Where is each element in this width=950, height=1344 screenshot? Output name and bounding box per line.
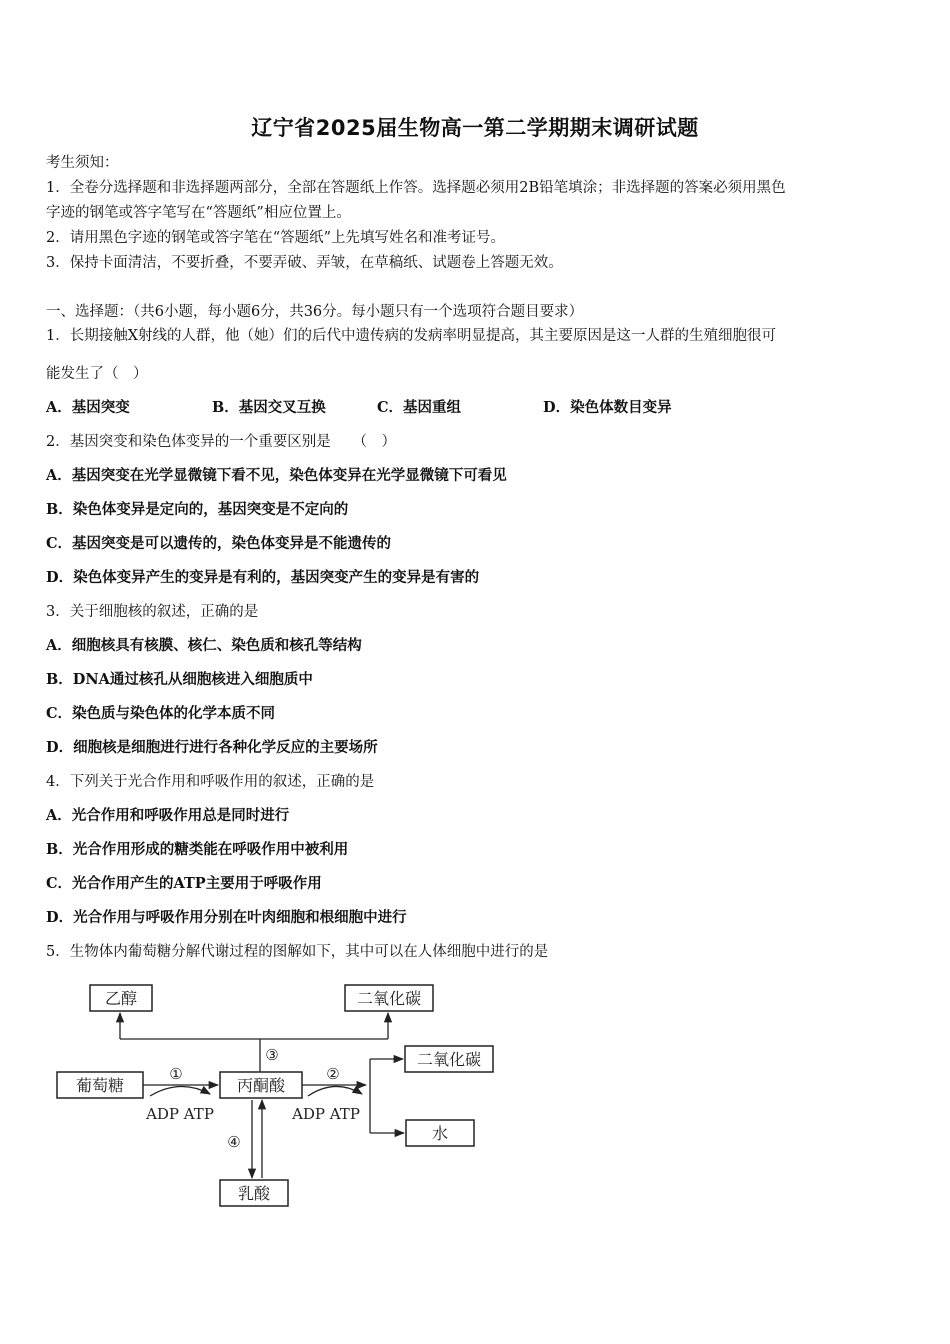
q1-stem-line-2: 能发生了（ ） [46, 366, 148, 382]
q5-stem: 5．生物体内葡萄糖分解代谢过程的图解如下，其中可以在人体细胞中进行的是 [46, 944, 549, 960]
q4-option-c: C．光合作用产生的ATP主要用于呼吸作用 [46, 875, 322, 892]
q2-option-d: D．染色体变异产生的变异是有利的，基因突变产生的变异是有害的 [46, 569, 480, 586]
label-lactate: 乳酸 [237, 1184, 271, 1203]
label-step-1: ① [169, 1065, 183, 1083]
q1-option-a: A．基因突变 [46, 399, 130, 416]
q1-option-c: C．基因重组 [377, 399, 462, 416]
notice-heading: 考生须知： [46, 155, 119, 171]
q4-option-b: B．光合作用形成的糖类能在呼吸作用中被利用 [46, 841, 349, 858]
label-glucose: 葡萄糖 [75, 1076, 125, 1095]
notice-item-1-line-1: 1．全卷分选择题和非选择题两部分，全部在答题纸上作答。选择题必须用2B铅笔填涂；非选择题的答案必须用黑色 [46, 180, 786, 196]
label-co2-right: 二氧化碳 [416, 1050, 482, 1069]
q4-stem: 4．下列关于光合作用和呼吸作用的叙述，正确的是 [46, 774, 375, 790]
label-water: 水 [431, 1124, 449, 1143]
q3-option-d: D．细胞核是细胞进行进行各种化学反应的主要场所 [46, 739, 378, 756]
page-title: 辽宁省2025届生物高一第二学期期末调研试题 [251, 116, 699, 140]
q3-option-b: B．DNA通过核孔从细胞核进入细胞质中 [46, 671, 313, 688]
label-pyruvate: 丙酮酸 [236, 1076, 286, 1095]
q2-option-a: A．基因突变在光学显微镜下看不见，染色体变异在光学显微镜下可看见 [46, 467, 507, 484]
notice-item-3: 3．保持卡面清洁，不要折叠，不要弄破、弄皱，在草稿纸、试题卷上答题无效。 [46, 255, 563, 271]
q2-stem: 2．基因突变和染色体变异的一个重要区别是 （ ） [46, 434, 396, 450]
q2-option-c: C．基因突变是可以遗传的，染色体变异是不能遗传的 [46, 535, 392, 552]
q1-option-b: B．基因交叉互换 [212, 399, 326, 416]
q1-stem-line-1: 1．长期接触X射线的人群，他（她）们的后代中遗传病的发病率明显提高，其主要原因是这一人群的生殖细胞很可 [46, 328, 777, 344]
label-step-2: ② [326, 1065, 340, 1083]
notice-item-1-line-2: 字迹的钢笔或答字笔写在“答题纸”相应位置上。 [46, 205, 351, 221]
q3-option-a: A．细胞核具有核膜、核仁、染色质和核孔等结构 [46, 637, 362, 654]
q3-stem: 3．关于细胞核的叙述，正确的是 [46, 604, 259, 620]
atp-curve-2 [308, 1086, 362, 1096]
section-heading: 一、选择题：（共6小题，每小题6分，共36分。每小题只有一个选项符合题目要求） [46, 304, 584, 320]
label-adp-atp-2: ADP ATP [292, 1105, 360, 1123]
label-adp-atp-1: ADP ATP [146, 1105, 214, 1123]
q2-option-b: B．染色体变异是定向的，基因突变是不定向的 [46, 501, 349, 518]
label-step-3: ③ [265, 1046, 279, 1064]
q3-option-c: C．染色质与染色体的化学本质不同 [46, 705, 276, 722]
q4-option-a: A．光合作用和呼吸作用总是同时进行 [46, 807, 290, 824]
label-ethanol: 乙醇 [104, 989, 138, 1008]
atp-curve-1 [150, 1086, 210, 1096]
label-step-4: ④ [227, 1133, 241, 1151]
q1-option-d: D．染色体数目变异 [543, 399, 672, 416]
glucose-metabolism-diagram [0, 970, 560, 1220]
label-co2-top: 二氧化碳 [356, 989, 422, 1008]
q4-option-d: D．光合作用与呼吸作用分别在叶肉细胞和根细胞中进行 [46, 909, 407, 926]
notice-item-2: 2．请用黑色字迹的钢笔或答字笔在“答题纸”上先填写姓名和准考证号。 [46, 230, 506, 246]
